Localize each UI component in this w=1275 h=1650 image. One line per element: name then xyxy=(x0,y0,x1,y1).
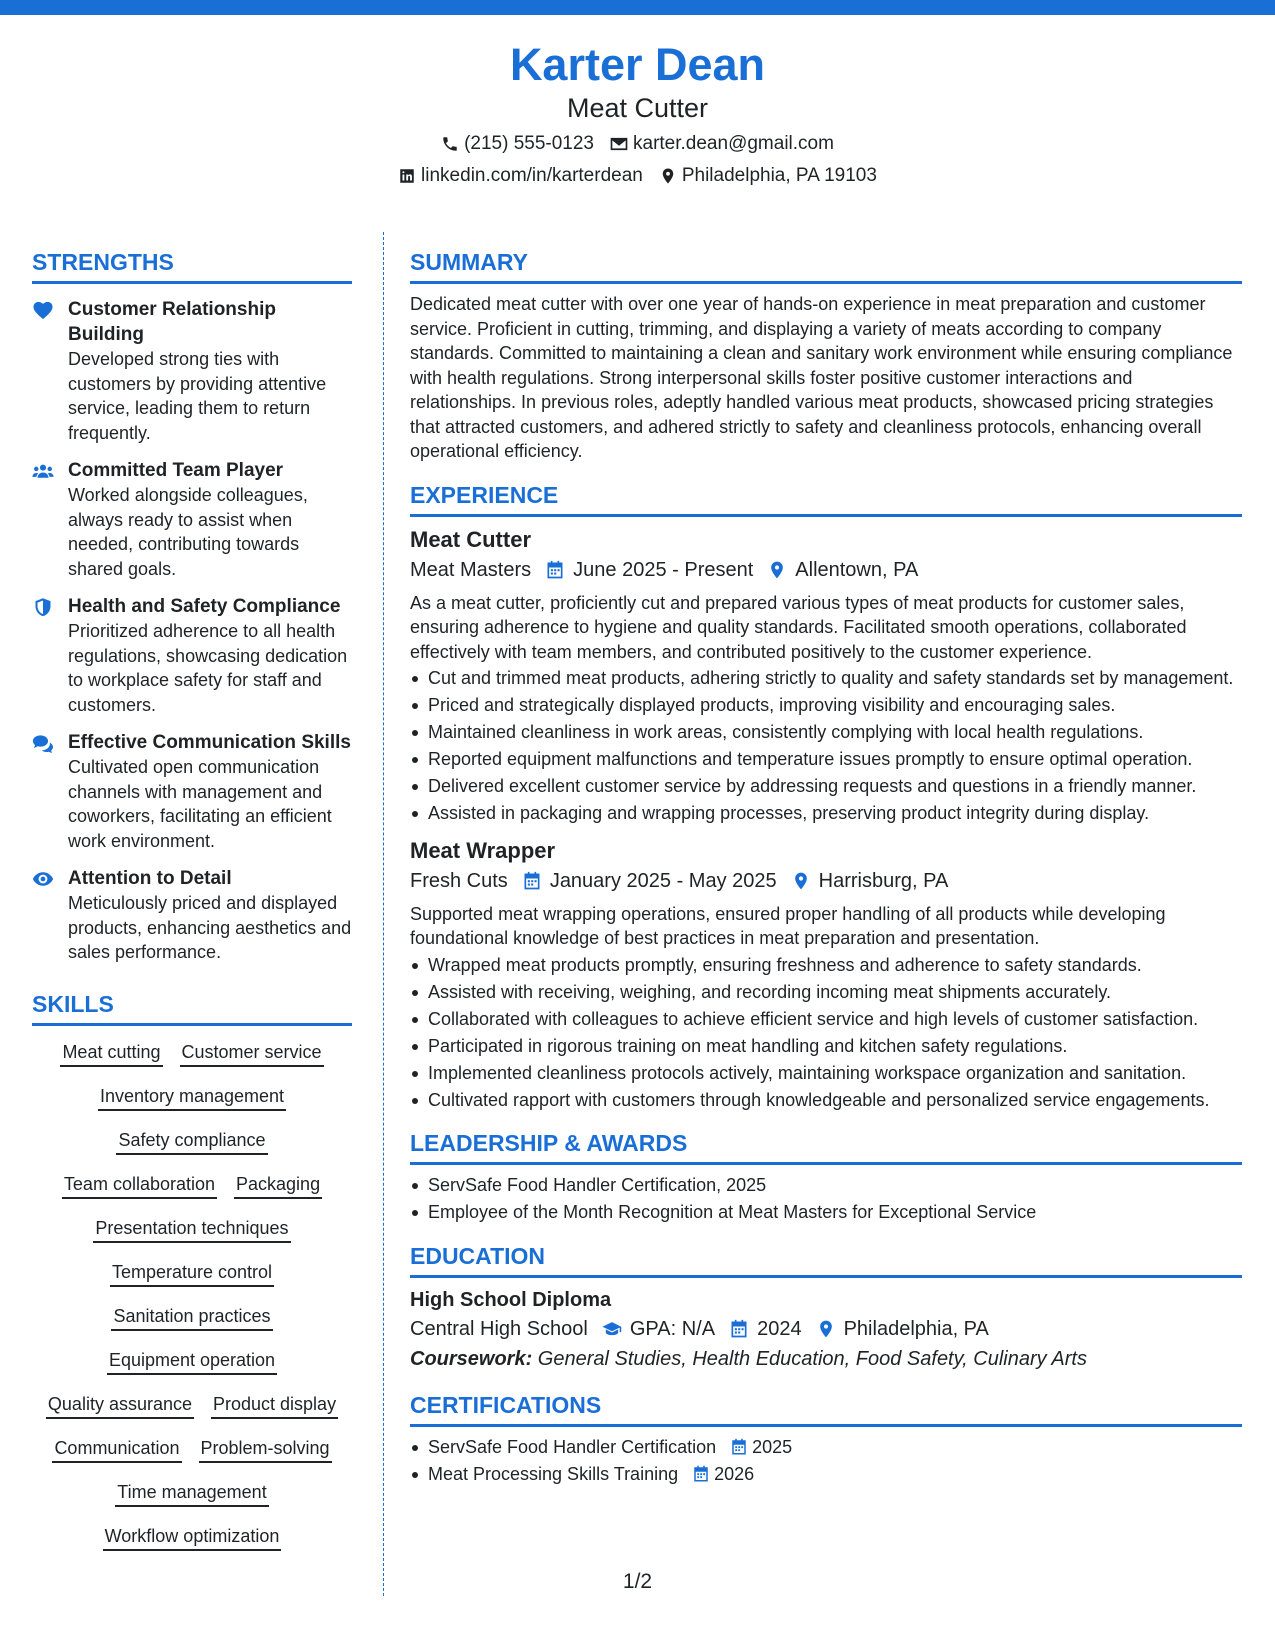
education-heading: EDUCATION xyxy=(410,1239,1242,1278)
certification-item xyxy=(410,1435,1242,1460)
job-dates: January 2025 - May 2025 xyxy=(549,869,777,892)
calendar-icon xyxy=(730,1438,748,1456)
skill-tag: Safety compliance xyxy=(116,1128,267,1155)
left-column xyxy=(32,245,352,1568)
job-entry xyxy=(410,525,1242,826)
skill-tag: Product display xyxy=(211,1392,338,1419)
award-item: Employee of the Month Recognition at Meat Masters for Exceptional Service xyxy=(410,1200,1242,1225)
bullet-item: Reported equipment malfunctions and temperature issues promptly to ensure optimal operation. xyxy=(410,747,1242,772)
email-text: karter.dean@gmail.com xyxy=(633,133,834,154)
map-pin-icon xyxy=(659,167,677,185)
users-icon xyxy=(32,461,54,481)
right-column xyxy=(410,245,1242,1489)
education-gpa: GPA: N/A xyxy=(629,1317,716,1340)
coursework-text: General Studies, Health Education, Food Safety, Culinary Arts xyxy=(532,1347,1087,1370)
bullet-item: Implemented cleanliness protocols actively, maintaining workspace organization and sanitation. xyxy=(410,1061,1242,1086)
job-bullets xyxy=(410,953,1242,1113)
bullet-item: Assisted with receiving, weighing, and recording incoming meat shipments accurately. xyxy=(410,980,1242,1005)
map-pin-icon xyxy=(816,1319,836,1339)
comments-icon xyxy=(32,733,54,753)
skill-tag: Customer service xyxy=(180,1040,324,1067)
bullet-item: Cut and trimmed meat products, adhering strictly to quality and safety standards set by management. xyxy=(410,666,1242,691)
job-bullets xyxy=(410,666,1242,826)
coursework-label: Coursework: xyxy=(410,1347,533,1370)
certifications-list xyxy=(410,1435,1242,1487)
location-text: Philadelphia, PA 19103 xyxy=(681,165,877,186)
strength-title: Attention to Detail xyxy=(68,868,232,889)
strength-title: Effective Communication Skills xyxy=(68,732,351,753)
job-description: Supported meat wrapping operations, ensured proper handling of all products while developing foundational knowledge of best practices in meat preparation and presentation. xyxy=(410,903,1166,948)
job-dates: June 2025 - Present xyxy=(573,558,754,581)
skill-tag: Sanitation practices xyxy=(111,1304,272,1331)
envelope-icon xyxy=(610,135,628,153)
skills-list xyxy=(32,1040,352,1551)
location-contact xyxy=(659,162,877,190)
shield-icon xyxy=(32,597,54,617)
candidate-name: Karter Dean xyxy=(509,39,766,90)
job-location: Allentown, PA xyxy=(795,558,919,581)
strengths-heading: STRENGTHS xyxy=(32,245,352,284)
strength-desc: Prioritized adherence to all health regulations, showcasing dedication to workplace safety for staff and customers. xyxy=(68,621,348,715)
education-school: Central High School xyxy=(410,1317,588,1340)
leadership-list xyxy=(410,1173,1242,1225)
strength-desc: Meticulously priced and displayed products, enhancing aesthetics and sales performance. xyxy=(68,893,352,962)
experience-heading: EXPERIENCE xyxy=(410,478,1242,517)
linkedin-text: linkedin.com/in/karterdean xyxy=(421,165,643,186)
skill-tag: Inventory management xyxy=(98,1084,286,1111)
certification-item xyxy=(410,1462,1242,1487)
resume-header xyxy=(0,38,1275,190)
job-title: Meat Wrapper xyxy=(410,837,556,863)
strength-item xyxy=(32,594,352,717)
strength-item xyxy=(32,297,352,445)
map-pin-icon xyxy=(791,871,811,891)
top-accent-bar xyxy=(0,0,1275,15)
job-location: Harrisburg, PA xyxy=(818,869,949,892)
candidate-role: Meat Cutter xyxy=(566,93,709,123)
calendar-icon xyxy=(692,1465,710,1483)
bullet-item: Cultivated rapport with customers through knowledgeable and personalized service engagements. xyxy=(410,1088,1242,1113)
strength-item xyxy=(32,730,352,853)
contact-row-2 xyxy=(0,162,1275,190)
strength-item xyxy=(32,458,352,581)
skill-tag: Problem-solving xyxy=(199,1436,332,1463)
calendar-icon xyxy=(522,871,542,891)
calendar-icon xyxy=(545,560,565,580)
job-meta xyxy=(410,866,1242,896)
job-description: As a meat cutter, proficiently cut and prepared various types of meat products for customer sales, ensuring adherence to hygiene and quality standards. Facilitated smooth operations, collaborated effectively with team members, and contributed positively to the customer experience. xyxy=(410,592,1187,662)
education-meta xyxy=(410,1314,1242,1344)
bullet-item: Participated in rigorous training on meat handling and kitchen safety regulations. xyxy=(410,1034,1242,1059)
certification-name: Meat Processing Skills Training xyxy=(428,1463,679,1484)
coursework xyxy=(410,1344,1242,1374)
certification-year: 2025 xyxy=(752,1436,793,1457)
bullet-item: Assisted in packaging and wrapping processes, preserving product integrity during display. xyxy=(410,801,1242,826)
certification-year: 2026 xyxy=(714,1463,755,1484)
summary-heading: SUMMARY xyxy=(410,245,1242,284)
calendar-icon xyxy=(729,1319,749,1339)
graduation-cap-icon xyxy=(602,1319,622,1339)
map-pin-icon xyxy=(767,560,787,580)
contact-row-1 xyxy=(0,130,1275,158)
eye-icon xyxy=(32,869,54,889)
skill-tag: Meat cutting xyxy=(60,1040,162,1067)
education-year: 2024 xyxy=(757,1317,802,1340)
education-location: Philadelphia, PA xyxy=(843,1317,989,1340)
job-title: Meat Cutter xyxy=(410,526,532,552)
heart-icon xyxy=(32,300,54,320)
linkedin-contact[interactable] xyxy=(398,162,643,190)
job-entry xyxy=(410,836,1242,1113)
skill-tag: Temperature control xyxy=(110,1260,274,1287)
certifications-heading: CERTIFICATIONS xyxy=(410,1388,1242,1427)
phone-text: (215) 555-0123 xyxy=(464,133,594,154)
job-meta xyxy=(410,555,1242,585)
skill-tag: Presentation techniques xyxy=(93,1216,290,1243)
skill-tag: Team collaboration xyxy=(62,1172,217,1199)
skills-heading: SKILLS xyxy=(32,987,352,1026)
skill-tag: Workflow optimization xyxy=(103,1524,282,1551)
linkedin-icon xyxy=(398,167,416,185)
bullet-item: Maintained cleanliness in work areas, consistently complying with local health regulations. xyxy=(410,720,1242,745)
strength-desc: Worked alongside colleagues, always ready to assist when needed, contributing towards shared goals. xyxy=(68,485,308,579)
strength-desc: Developed strong ties with customers by providing attentive service, leading them to return frequently. xyxy=(68,349,327,443)
phone-contact xyxy=(441,130,594,158)
email-contact[interactable] xyxy=(610,130,834,158)
summary-text: Dedicated meat cutter with over one year of hands-on experience in meat preparation and customer service. Proficient in cutting, trimming, and displaying a variety of meats according to company standards. Committed to maintaining a clean and sanitary work environment while ensuring compliance with health regulations. Strong interpersonal skills foster positive customer interactions and relationships. In previous roles, adeptly handled various meat products, showcased pricing strategies that attracted customers, and adhered strictly to safety and cleanliness protocols, enhancing overall operational efficiency. xyxy=(410,294,1233,461)
strength-title: Health and Safety Compliance xyxy=(68,596,341,617)
strength-title: Customer Relationship Building xyxy=(68,299,276,345)
bullet-item: Collaborated with colleagues to achieve efficient service and high levels of customer satisfaction. xyxy=(410,1007,1242,1032)
page-number: 1/2 xyxy=(622,1570,653,1593)
job-company: Fresh Cuts xyxy=(410,869,508,892)
skill-tag: Time management xyxy=(115,1480,268,1507)
phone-icon xyxy=(441,135,459,153)
certification-name: ServSafe Food Handler Certification xyxy=(428,1436,717,1457)
skill-tag: Equipment operation xyxy=(107,1348,277,1375)
strength-title: Committed Team Player xyxy=(68,460,284,481)
skill-tag: Communication xyxy=(52,1436,181,1463)
bullet-item: Wrapped meat products promptly, ensuring freshness and adherence to safety standards. xyxy=(410,953,1242,978)
skill-tag: Quality assurance xyxy=(46,1392,194,1419)
job-company: Meat Masters xyxy=(410,558,532,581)
column-divider xyxy=(383,232,384,1596)
award-item: ServSafe Food Handler Certification, 2025 xyxy=(410,1173,1242,1198)
leadership-heading: LEADERSHIP & AWARDS xyxy=(410,1126,1242,1165)
strength-desc: Cultivated open communication channels with management and coworkers, facilitating an efficient work environment. xyxy=(68,757,332,851)
strength-item xyxy=(32,866,352,965)
bullet-item: Priced and strategically displayed products, improving visibility and encouraging sales. xyxy=(410,693,1242,718)
bullet-item: Delivered excellent customer service by addressing requests and questions in a friendly manner. xyxy=(410,774,1242,799)
skill-tag: Packaging xyxy=(234,1172,322,1199)
education-degree: High School Diploma xyxy=(410,1288,612,1311)
